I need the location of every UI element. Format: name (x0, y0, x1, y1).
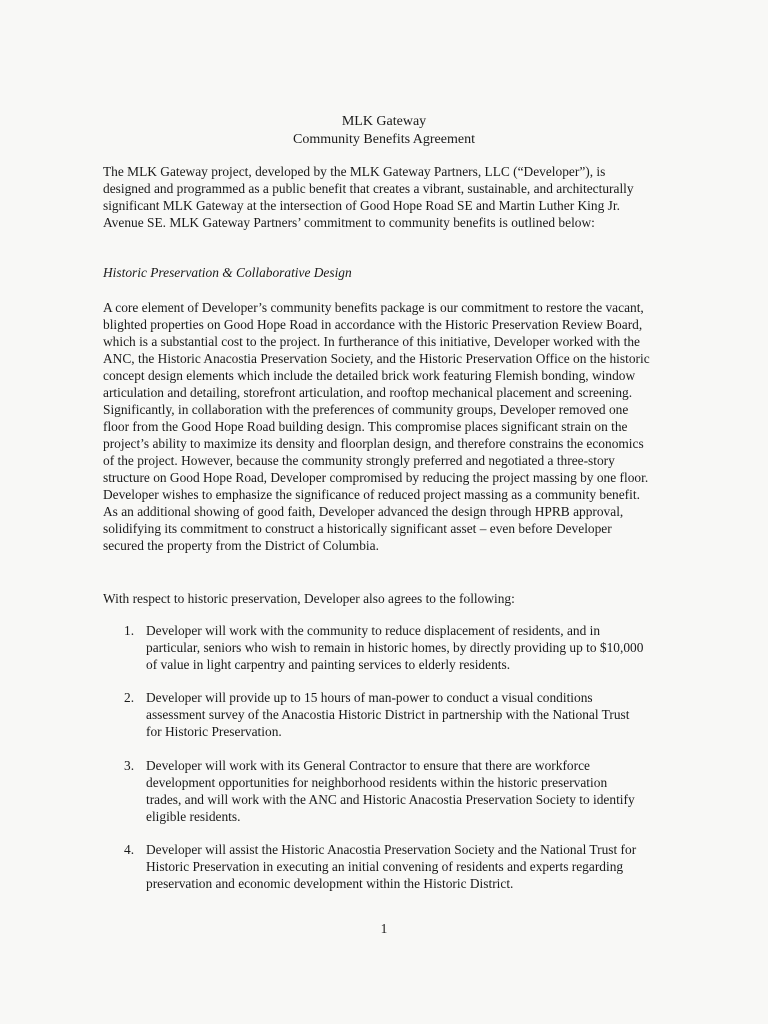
list-item (124, 757, 644, 825)
document-title: MLK Gateway (341, 114, 427, 129)
list-item (124, 689, 644, 740)
list-item (124, 841, 644, 892)
list-item-number: 1. (124, 623, 135, 638)
document-subtitle: Community Benefits Agreement (293, 132, 475, 147)
title-block (0, 113, 768, 149)
list-item-number: 2. (124, 690, 135, 705)
list-item-text: Developer will work with the community to reduce displacement of residents, and in particular, seniors who wish to remain in historic homes, by directly providing up to $10,000 of value in light carpentry and painting services to elderly residents. (146, 623, 644, 672)
body-paragraph: A core element of Developer’s community benefits package is our commitment to restore the vacant, blighted properties on Good Hope Road in accordance with the Historic Preservation Review Board, which is a substantial cost to the project. In furtherance of this initiative, Developer worked with the ANC, the Historic Anacostia Preservation Society, and the Historic Preservation Office on the historic concept design elements which include the detailed brick work featuring Flemish bonding, window articulation and detailing, storefront articulation, and rooftop mechanical placement and screening. Significantly, in collaboration with the preferences of community groups, Developer removed one floor from the Good Hope Road building design. This compromise places significant strain on the project’s ability to maximize its density and floorplan design, and therefore constrains the economics of the project. However, because the community strongly preferred and negotiated a three-story structure on Good Hope Road, Developer compromised by reducing the project massing by one floor. Developer wishes to emphasize the significance of reduced project massing as a community benefit. As an additional showing of good faith, Developer advanced the design through HPRB approval, solidifying its commitment to construct a historically significant asset – even before Developer secured the property from the District of Columbia. (103, 300, 650, 553)
intro-paragraph: The MLK Gateway project, developed by the MLK Gateway Partners, LLC (“Developer”), is designed and programmed as a public benefit that creates a vibrant, sustainable, and architecturally significant MLK Gateway at the intersection of Good Hope Road SE and Martin Luther King Jr. Avenue SE. MLK Gateway Partners’ commitment to community benefits is outlined below: (103, 164, 634, 230)
list-item-number: 4. (124, 842, 135, 857)
page-number: 1 (380, 921, 388, 936)
list-item-number: 3. (124, 758, 135, 773)
list-item (124, 622, 644, 673)
list-item-text: Developer will provide up to 15 hours of man-power to conduct a visual conditions assessment survey of the Anacostia Historic District in partnership with the National Trust for Historic Preservation. (146, 690, 630, 739)
list-lead-in: With respect to historic preservation, Developer also agrees to the following: (103, 591, 515, 606)
section-heading: Historic Preservation & Collaborative Design (103, 265, 352, 280)
list-item-text: Developer will work with its General Contractor to ensure that there are workforce development opportunities for neighborhood residents within the historic preservation trades, and will work with the ANC and Historic Anacostia Preservation Society to identify eligible residents. (146, 758, 635, 824)
list-item-text: Developer will assist the Historic Anacostia Preservation Society and the National Trust for Historic Preservation in executing an initial convening of residents and experts regarding preservation and economic development within the Historic District. (146, 842, 637, 891)
